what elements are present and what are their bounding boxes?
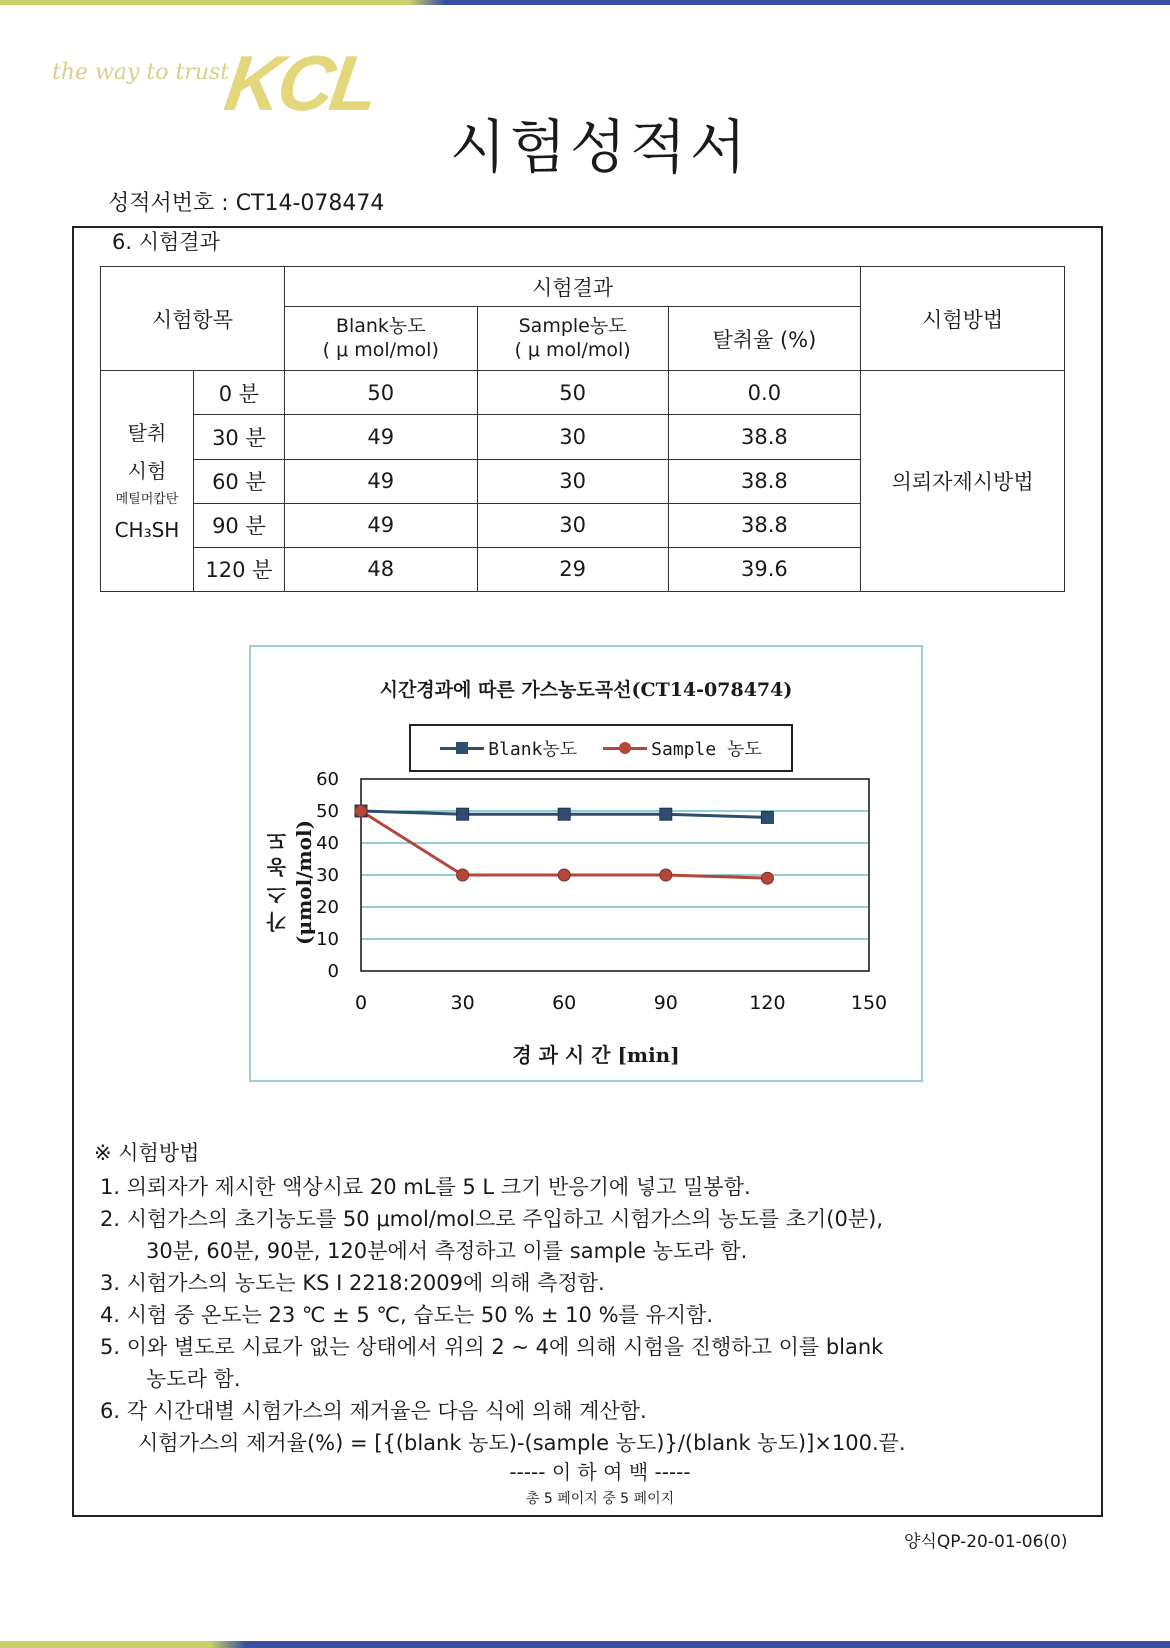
header-blank-unit: ( μ mol/mol) bbox=[322, 338, 439, 361]
form-code: 양식QP-20-01-06(0) bbox=[904, 1532, 1068, 1552]
sample-data-point bbox=[761, 872, 773, 884]
row-blank: 49 bbox=[284, 415, 477, 459]
header-sample-label: Sample농도 bbox=[518, 314, 627, 337]
blank-data-point bbox=[457, 808, 469, 820]
method-item-continued: 농도라 함. bbox=[146, 1367, 241, 1391]
top-color-bar bbox=[0, 0, 1170, 5]
blank-data-point bbox=[761, 811, 773, 823]
row-rate: 38.8 bbox=[668, 459, 861, 503]
certificate-number bbox=[108, 186, 384, 217]
row-rate: 39.6 bbox=[668, 547, 861, 591]
y-tick-label: 50 bbox=[316, 801, 339, 822]
y-tick-label: 20 bbox=[316, 897, 339, 918]
row-sample: 30 bbox=[477, 459, 668, 503]
row-sample: 30 bbox=[477, 503, 668, 547]
row-sample: 29 bbox=[477, 547, 668, 591]
sample-data-point bbox=[355, 805, 367, 817]
sample-data-point bbox=[558, 869, 570, 881]
test-methods bbox=[88, 1137, 1088, 1459]
bottom-color-bar bbox=[0, 1641, 1170, 1648]
section-title: 6. 시험결과 bbox=[112, 230, 220, 254]
row-sample: 50 bbox=[477, 371, 668, 415]
header-sample-unit: ( μ mol/mol) bbox=[514, 338, 631, 361]
x-tick-label: 60 bbox=[552, 992, 577, 1014]
y-tick-label: 40 bbox=[316, 833, 339, 854]
method-item: 1. 의뢰자가 제시한 액상시료 20 mL를 5 L 크기 반응기에 넣고 밀봉함. bbox=[100, 1175, 751, 1199]
row-rate: 38.8 bbox=[668, 415, 861, 459]
sample-series-line bbox=[361, 811, 767, 878]
method-item: 4. 시험 중 온도는 23 ℃ ± 5 ℃, 습도는 50 % ± 10 %를 유지함. bbox=[100, 1303, 714, 1327]
header-removal-rate: 탈취율 (%) bbox=[668, 307, 861, 371]
row-time: 90 분 bbox=[193, 503, 284, 547]
method-item: 6. 각 시간대별 시험가스의 제거율은 다음 식에 의해 계산함. bbox=[100, 1399, 647, 1423]
x-tick-label: 0 bbox=[354, 992, 368, 1014]
end-of-document-mark: ----- 이 하 여 백 ----- bbox=[509, 1460, 691, 1484]
x-tick-label: 150 bbox=[850, 992, 888, 1014]
group-line-4: CH₃SH bbox=[114, 517, 180, 542]
x-tick-label: 30 bbox=[450, 992, 475, 1014]
sample-data-point bbox=[457, 869, 469, 881]
row-sample: 30 bbox=[477, 415, 668, 459]
row-blank: 49 bbox=[284, 459, 477, 503]
x-tick-label: 90 bbox=[653, 992, 678, 1014]
page-number: 총 5 페이지 중 5 페이지 bbox=[525, 1491, 675, 1507]
header-blank-label: Blank농도 bbox=[335, 314, 426, 337]
row-time: 60 분 bbox=[193, 459, 284, 503]
results-table bbox=[100, 266, 1065, 592]
logo-tagline: the way to trust bbox=[52, 60, 230, 85]
group-line-2: 시험 bbox=[127, 458, 167, 483]
chart-plot bbox=[251, 647, 921, 1080]
row-blank: 49 bbox=[284, 503, 477, 547]
y-tick-label: 0 bbox=[327, 961, 339, 982]
blank-data-point bbox=[558, 808, 570, 820]
y-tick-label: 10 bbox=[316, 929, 339, 950]
cert-no-label: 성적서번호 bbox=[108, 191, 215, 216]
cert-no-value: CT14-078474 bbox=[235, 191, 385, 216]
row-rate: 38.8 bbox=[668, 503, 861, 547]
methods-heading: ※ 시험방법 bbox=[94, 1141, 200, 1165]
chart-x-axis-label: 경 과 시 간 [min] bbox=[512, 1043, 680, 1067]
row-time: 120 분 bbox=[193, 547, 284, 591]
chart-y-axis-label: 가 스 농 도 (μmol/mol) bbox=[266, 819, 316, 945]
sample-data-point bbox=[660, 869, 672, 881]
kcl-logo: KCL bbox=[219, 39, 381, 127]
y-tick-label: 30 bbox=[316, 865, 339, 886]
test-method-value: 의뢰자제시방법 bbox=[861, 371, 1065, 592]
row-blank: 50 bbox=[284, 371, 477, 415]
method-item-continued: 30분, 60분, 90분, 120분에서 측정하고 이를 sample 농도라 함. bbox=[146, 1239, 748, 1263]
method-item: 5. 이와 별도로 시료가 없는 상태에서 위의 2 ~ 4에 의해 시험을 진행하고 이를 blank bbox=[100, 1335, 884, 1359]
test-group-label bbox=[101, 371, 194, 592]
x-tick-label: 120 bbox=[749, 992, 786, 1014]
method-formula: 시험가스의 제거율(%) = [{(blank 농도)-(sample 농도)}/(blank 농도)]×100.끝. bbox=[138, 1431, 906, 1455]
row-time: 0 분 bbox=[193, 371, 284, 415]
row-blank: 48 bbox=[284, 547, 477, 591]
row-time: 30 분 bbox=[193, 415, 284, 459]
concentration-chart bbox=[249, 645, 923, 1082]
method-item: 3. 시험가스의 농도는 KS I 2218:2009에 의해 측정함. bbox=[100, 1271, 605, 1295]
y-tick-label: 60 bbox=[316, 769, 339, 790]
legend-label-blank: Blank농도 bbox=[488, 739, 578, 760]
group-line-1: 탈취 bbox=[127, 420, 167, 445]
header-sample bbox=[477, 307, 668, 371]
method-item: 2. 시험가스의 초기농도를 50 μmol/mol으로 주입하고 시험가스의 농도를 초기(0분), bbox=[100, 1207, 884, 1231]
chart-title: 시간경과에 따른 가스농도곡선(CT14-078474) bbox=[379, 679, 793, 701]
header-test-method: 시험방법 bbox=[861, 267, 1065, 371]
group-line-3: 메틸머캅탄 bbox=[115, 491, 179, 507]
header-test-result: 시험결과 bbox=[284, 267, 860, 307]
header-test-item: 시험항목 bbox=[101, 267, 285, 371]
header-blank bbox=[284, 307, 477, 371]
row-rate: 0.0 bbox=[668, 371, 861, 415]
blank-data-point bbox=[660, 808, 672, 820]
legend-label-sample: Sample 농도 bbox=[651, 739, 762, 760]
document-title: 시험성적서 bbox=[449, 113, 751, 181]
cert-no-separator: : bbox=[221, 191, 229, 216]
